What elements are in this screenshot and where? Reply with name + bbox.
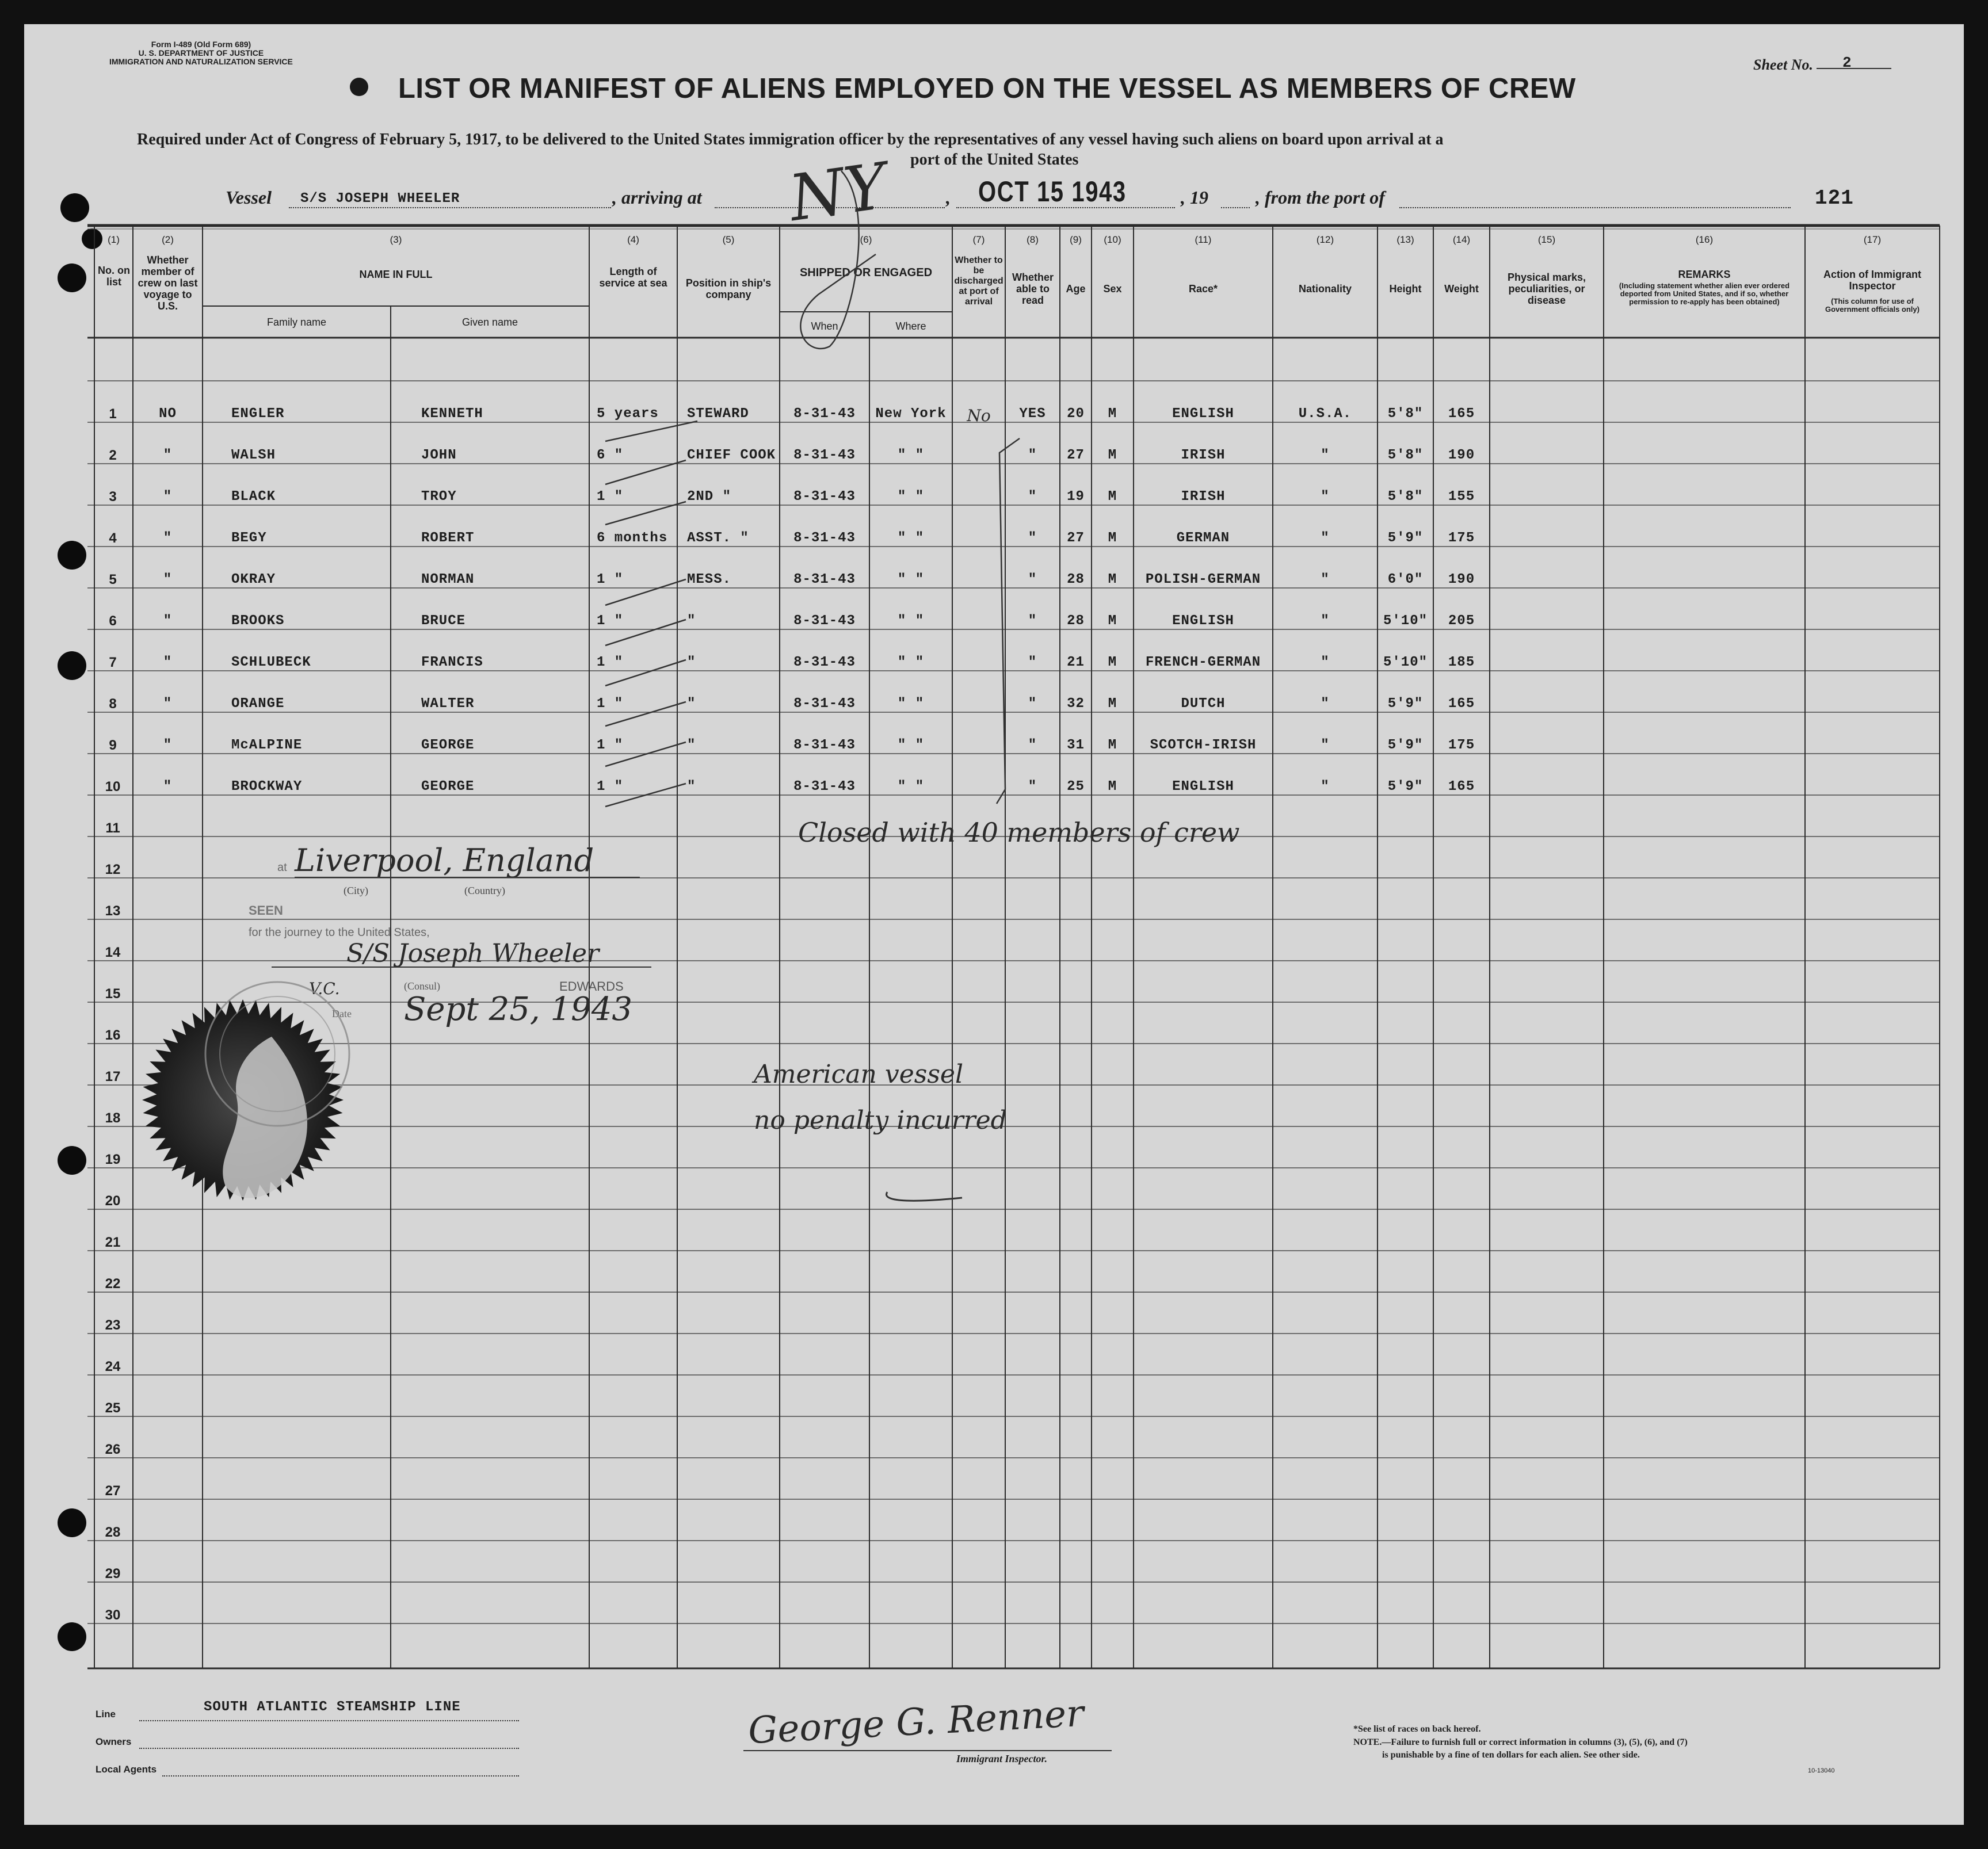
- cell-when: 8-31-43: [793, 530, 856, 546]
- cell-height: 5'9": [1387, 696, 1424, 712]
- cell-last-voyage: ": [163, 572, 173, 587]
- cell-length: 1 ": [597, 696, 624, 712]
- row-number: 27: [105, 1483, 121, 1499]
- manifest-number: 121: [1815, 186, 1854, 210]
- cell-discharge: No: [967, 406, 991, 425]
- cell-sex: M: [1108, 448, 1117, 463]
- cell-age: 20: [1067, 406, 1085, 422]
- cell-position: ASST. ": [687, 530, 749, 546]
- cell-height: 5'10": [1383, 655, 1428, 670]
- cell-read: ": [1028, 489, 1037, 505]
- cell-nationality: ": [1321, 738, 1330, 753]
- agents-underline: [162, 1775, 519, 1777]
- cell-last-voyage: ": [163, 655, 173, 670]
- cell-age: 28: [1067, 572, 1085, 587]
- cell-family-name: BROCKWAY: [231, 779, 303, 794]
- col-header-length: Length of service at sea: [599, 266, 667, 289]
- from-port-label: , from the port of: [1256, 187, 1385, 208]
- row-number: 4: [109, 530, 117, 546]
- cell-sex: M: [1108, 696, 1117, 712]
- col-header-nationality: Nationality: [1298, 283, 1352, 295]
- handwritten-note-1: American vessel: [754, 1060, 964, 1089]
- cell-when: 8-31-43: [793, 738, 856, 753]
- cell-length: 1 ": [597, 572, 624, 587]
- cell-length: 1 ": [597, 738, 624, 753]
- vice-consul-mark: V.C.: [309, 979, 340, 998]
- cell-race: GERMAN: [1176, 530, 1230, 546]
- cell-weight: 185: [1448, 655, 1475, 670]
- cell-nationality: ": [1321, 779, 1330, 794]
- col-header-name: NAME IN FULL: [359, 269, 433, 280]
- cell-position: 2ND ": [687, 489, 732, 505]
- cell-where: " ": [897, 738, 925, 753]
- cell-nationality: ": [1321, 696, 1330, 712]
- cell-given-name: TROY: [421, 489, 457, 505]
- row-number: 26: [105, 1442, 121, 1457]
- cell-height: 5'8": [1387, 448, 1424, 463]
- form-number: Form I-489 (Old Form 689): [151, 40, 251, 49]
- sheet-label: Sheet No.: [1753, 56, 1813, 73]
- row-number: 28: [105, 1525, 121, 1540]
- cell-age: 21: [1067, 655, 1085, 670]
- col-num: (17): [1863, 234, 1882, 245]
- cell-where: " ": [897, 448, 925, 463]
- row-number: 16: [105, 1027, 121, 1043]
- cell-weight: 165: [1448, 779, 1475, 794]
- cell-last-voyage: ": [163, 613, 173, 629]
- col-header-given: Given name: [461, 316, 518, 328]
- col-header-age: Age: [1066, 283, 1086, 295]
- row-number: 1: [109, 406, 117, 422]
- print-code: 10-13040: [1808, 1767, 1835, 1774]
- cell-where: " ": [897, 696, 925, 712]
- cell-position: ": [687, 696, 696, 712]
- cell-age: 27: [1067, 448, 1085, 463]
- cell-last-voyage: ": [163, 779, 173, 794]
- cell-race: IRISH: [1181, 448, 1226, 463]
- cell-nationality: U.S.A.: [1298, 406, 1352, 422]
- vessel-name: S/S JOSEPH WHEELER: [300, 191, 460, 207]
- cell-race: ENGLISH: [1172, 406, 1234, 422]
- col-num: (11): [1195, 234, 1212, 245]
- col-header-remarks: REMARKS: [1678, 269, 1731, 280]
- cell-sex: M: [1108, 572, 1117, 587]
- cell-age: 27: [1067, 530, 1085, 546]
- row-number: 5: [109, 572, 117, 587]
- col-num: (8): [1027, 234, 1039, 245]
- line-label: Line: [96, 1709, 116, 1720]
- fine-note-1: NOTE.—Failure to furnish full or correct information in columns (3), (5), (6), and (7): [1353, 1737, 1688, 1747]
- owners-underline: [139, 1748, 519, 1749]
- col-header-read: Whether able to read: [1012, 272, 1054, 306]
- closed-note: Closed with 40 members of crew: [798, 817, 1240, 848]
- inspector-label: Immigrant Inspector.: [956, 1753, 1048, 1764]
- cell-position: ": [687, 655, 696, 670]
- strike-marks: [24, 24, 1964, 1825]
- col-header-discharge: Whether to be discharged at port of arrival: [954, 255, 1003, 307]
- col-header-position: Position in ship's company: [685, 277, 772, 300]
- cell-when: 8-31-43: [793, 655, 856, 670]
- place-line: [295, 877, 640, 878]
- cell-position: MESS.: [687, 572, 732, 587]
- handwritten-note-2: no penalty incurred: [754, 1106, 1007, 1135]
- row-number: 11: [105, 820, 120, 836]
- cell-sex: M: [1108, 655, 1117, 670]
- comma: ,: [946, 187, 951, 208]
- seen-label: SEEN: [249, 903, 283, 918]
- cell-where: " ": [897, 489, 925, 505]
- owners-label: Owners: [96, 1736, 132, 1747]
- col-header-action: Action of Immigrant Inspector: [1823, 269, 1921, 292]
- cell-family-name: OKRAY: [231, 572, 276, 587]
- cell-read: ": [1028, 738, 1037, 753]
- cell-age: 31: [1067, 738, 1085, 753]
- col-header-height: Height: [1389, 283, 1422, 295]
- cell-height: 5'9": [1387, 530, 1424, 546]
- cell-race: FRENCH-GERMAN: [1145, 655, 1261, 670]
- journey-label: for the journey to the United States,: [249, 926, 430, 939]
- row-number: 6: [109, 613, 117, 629]
- cell-race: SCOTCH-IRISH: [1150, 738, 1257, 753]
- col-num: (7): [972, 234, 985, 245]
- col-num: (12): [1316, 234, 1334, 245]
- year-label: , 19: [1181, 187, 1208, 208]
- cell-sex: M: [1108, 530, 1117, 546]
- cell-position: CHIEF COOK: [687, 448, 776, 463]
- cell-age: 19: [1067, 489, 1085, 505]
- race-note: *See list of races on back hereof.: [1353, 1724, 1481, 1734]
- row-number: 2: [109, 448, 117, 463]
- cell-last-voyage: NO: [159, 406, 177, 422]
- cell-nationality: ": [1321, 489, 1330, 505]
- row-number: 9: [109, 738, 117, 753]
- cell-read: ": [1028, 530, 1037, 546]
- cell-height: 5'8": [1387, 489, 1424, 505]
- cell-age: 25: [1067, 779, 1085, 794]
- cell-read: ": [1028, 572, 1037, 587]
- cell-nationality: ": [1321, 448, 1330, 463]
- cell-family-name: WALSH: [231, 448, 276, 463]
- col-num: (6): [860, 234, 872, 245]
- cell-last-voyage: ": [163, 530, 173, 546]
- cell-read: ": [1028, 655, 1037, 670]
- cell-given-name: GEORGE: [421, 779, 475, 794]
- col-header-action-note: (This column for use of Government officials only): [1825, 297, 1920, 314]
- cell-where: " ": [897, 572, 925, 587]
- cell-height: 5'10": [1383, 613, 1428, 629]
- cell-where: " ": [897, 779, 925, 794]
- fine-note-2: is punishable by a fine of ten dollars for each alien. See other side.: [1382, 1750, 1640, 1760]
- cell-length: 1 ": [597, 655, 624, 670]
- consular-seal-icon: [128, 968, 392, 1238]
- cell-read: YES: [1019, 406, 1046, 422]
- note-flourish: [882, 1181, 968, 1204]
- col-num: (14): [1452, 234, 1471, 245]
- cell-length: 6 months: [597, 530, 668, 546]
- cell-weight: 205: [1448, 613, 1475, 629]
- cell-read: ": [1028, 613, 1037, 629]
- col-header-no: No. on list: [98, 265, 130, 288]
- row-number: 17: [105, 1069, 121, 1084]
- cell-sex: M: [1108, 738, 1117, 753]
- row-number: 15: [105, 986, 121, 1002]
- agents-label: Local Agents: [96, 1764, 157, 1775]
- col-num: (5): [722, 234, 735, 245]
- col-header-when: When: [811, 320, 838, 332]
- col-num: (15): [1537, 234, 1556, 245]
- col-num: (10): [1104, 234, 1121, 245]
- cell-when: 8-31-43: [793, 572, 856, 587]
- cell-weight: 190: [1448, 448, 1475, 463]
- cell-weight: 175: [1448, 530, 1475, 546]
- cell-family-name: SCHLUBECK: [231, 655, 311, 670]
- date-label: Date: [332, 1008, 352, 1019]
- cell-position: ": [687, 738, 696, 753]
- col-num: (4): [627, 234, 639, 245]
- department: U. S. DEPARTMENT OF JUSTICE: [138, 48, 264, 58]
- cell-position: ": [687, 613, 696, 629]
- row-number: 22: [105, 1276, 121, 1292]
- sheet-number: 2: [1842, 54, 1852, 71]
- cell-given-name: KENNETH: [421, 406, 483, 422]
- cell-when: 8-31-43: [793, 696, 856, 712]
- cell-last-voyage: ": [163, 489, 173, 505]
- cell-nationality: ": [1321, 613, 1330, 629]
- cell-weight: 190: [1448, 572, 1475, 587]
- cell-age: 28: [1067, 613, 1085, 629]
- col-header-physical: Physical marks, peculiarities, or disease: [1507, 272, 1586, 306]
- cell-last-voyage: ": [163, 448, 173, 463]
- ship-signature: S/S Joseph Wheeler: [346, 939, 600, 968]
- row-number: 8: [109, 696, 117, 712]
- cell-height: 6'0": [1387, 572, 1424, 587]
- cell-sex: M: [1108, 406, 1117, 422]
- cell-given-name: BRUCE: [421, 613, 466, 629]
- cell-where: New York: [875, 406, 947, 422]
- cell-height: 5'9": [1387, 779, 1424, 794]
- row-number: 3: [109, 489, 117, 505]
- vessel-label: Vessel: [226, 187, 272, 208]
- cell-where: " ": [897, 530, 925, 546]
- cell-height: 5'9": [1387, 738, 1424, 753]
- city-label: (City): [344, 885, 368, 896]
- cell-read: ": [1028, 448, 1037, 463]
- col-header-where: Where: [895, 320, 926, 332]
- cell-race: ENGLISH: [1172, 613, 1234, 629]
- cell-race: IRISH: [1181, 489, 1226, 505]
- cell-race: ENGLISH: [1172, 779, 1234, 794]
- inspector-signature: George G. Renner: [747, 1692, 1085, 1753]
- cell-family-name: BEGY: [231, 530, 267, 546]
- cell-sex: M: [1108, 613, 1117, 629]
- row-number: 20: [105, 1193, 121, 1209]
- cell-race: POLISH-GERMAN: [1145, 572, 1261, 587]
- cell-given-name: WALTER: [421, 696, 475, 712]
- col-header-remarks-note: (Including statement whether alien ever ordered deported from United States, and if so, whether permission to re-apply has been obtained): [1619, 281, 1790, 306]
- cell-weight: 175: [1448, 738, 1475, 753]
- consul-date: Sept 25, 1943: [404, 991, 633, 1028]
- row-number: 7: [109, 655, 117, 670]
- arrival-date-stamp: OCT 15 1943: [978, 175, 1127, 208]
- cell-weight: 165: [1448, 696, 1475, 712]
- cell-height: 5'8": [1387, 406, 1424, 422]
- manifest-sheet: [24, 24, 1964, 1825]
- cell-given-name: GEORGE: [421, 738, 475, 753]
- consul-label: (Consul): [404, 980, 440, 992]
- cell-when: 8-31-43: [793, 613, 856, 629]
- cell-length: 1 ": [597, 613, 624, 629]
- col-header-sex: Sex: [1103, 283, 1122, 295]
- inspector-line: [743, 1750, 1112, 1751]
- col-num: (9): [1070, 234, 1082, 245]
- page-title: LIST OR MANIFEST OF ALIENS EMPLOYED ON THE VESSEL AS MEMBERS OF CREW: [398, 73, 1576, 104]
- col-header-last-voyage: Whether member of crew on last voyage to U.S.: [138, 254, 198, 312]
- cell-family-name: McALPINE: [231, 738, 303, 753]
- cell-position: STEWARD: [687, 406, 749, 422]
- row-number: 29: [105, 1566, 121, 1581]
- consul-name: EDWARDS: [559, 979, 624, 994]
- consul-place: Liverpool, England: [295, 842, 594, 878]
- col-header-shipped: SHIPPED OR ENGAGED: [799, 266, 933, 279]
- cell-sex: M: [1108, 779, 1117, 794]
- cell-length: 1 ": [597, 489, 624, 505]
- cell-nationality: ": [1321, 530, 1330, 546]
- cell-given-name: FRANCIS: [421, 655, 483, 670]
- col-header-weight: Weight: [1444, 283, 1479, 295]
- cell-given-name: JOHN: [421, 448, 457, 463]
- row-number: 19: [105, 1152, 121, 1167]
- cell-race: DUTCH: [1181, 696, 1226, 712]
- cell-length: 6 ": [597, 448, 624, 463]
- subtitle-line-1: Required under Act of Congress of February 5, 1917, to be delivered to the United States immigration officer by the representatives of any vessel having such aliens on board upon arrival at a: [137, 131, 1444, 148]
- cell-where: " ": [897, 613, 925, 629]
- row-number: 21: [105, 1235, 121, 1250]
- row-number: 23: [105, 1317, 121, 1333]
- cell-read: ": [1028, 696, 1037, 712]
- cell-given-name: ROBERT: [421, 530, 475, 546]
- cell-sex: M: [1108, 489, 1117, 505]
- row-number: 10: [105, 779, 121, 794]
- cell-last-voyage: ": [163, 738, 173, 753]
- col-header-race: Race*: [1188, 283, 1218, 295]
- row-number: 24: [105, 1359, 121, 1374]
- col-num: (13): [1396, 234, 1414, 245]
- country-label: (Country): [464, 885, 505, 896]
- cell-position: ": [687, 779, 696, 794]
- row-number: 18: [105, 1110, 121, 1126]
- row-number: 13: [105, 903, 121, 919]
- cell-where: " ": [897, 655, 925, 670]
- cell-when: 8-31-43: [793, 448, 856, 463]
- cell-nationality: ": [1321, 655, 1330, 670]
- cell-read: ": [1028, 779, 1037, 794]
- cell-weight: 155: [1448, 489, 1475, 505]
- cell-family-name: BLACK: [231, 489, 276, 505]
- cell-length: 1 ": [597, 779, 624, 794]
- subtitle-line-2: port of the United States: [910, 151, 1079, 169]
- cell-weight: 165: [1448, 406, 1475, 422]
- service: IMMIGRATION AND NATURALIZATION SERVICE: [109, 57, 293, 66]
- line-underline: [139, 1720, 519, 1721]
- cell-length: 5 years: [597, 406, 659, 422]
- cell-when: 8-31-43: [793, 489, 856, 505]
- cell-last-voyage: ": [163, 696, 173, 712]
- cell-family-name: ENGLER: [231, 406, 285, 422]
- col-num: (3): [390, 234, 402, 245]
- arriving-label: , arriving at: [612, 187, 702, 208]
- row-number: 30: [105, 1607, 121, 1623]
- row-number: 14: [105, 945, 121, 960]
- arrival-place-handwritten: NY: [784, 148, 891, 236]
- col-num: (1): [108, 234, 120, 245]
- cell-family-name: ORANGE: [231, 696, 285, 712]
- col-header-family: Family name: [266, 316, 327, 328]
- col-num: (16): [1695, 234, 1714, 245]
- cell-nationality: ": [1321, 572, 1330, 587]
- at-label: at: [277, 861, 287, 874]
- cell-family-name: BROOKS: [231, 613, 285, 629]
- cell-given-name: NORMAN: [421, 572, 475, 587]
- cell-age: 32: [1067, 696, 1085, 712]
- row-number: 12: [105, 862, 121, 877]
- col-num: (2): [162, 234, 174, 245]
- line-value: SOUTH ATLANTIC STEAMSHIP LINE: [204, 1699, 461, 1715]
- cell-when: 8-31-43: [793, 406, 856, 422]
- row-number: 25: [105, 1400, 121, 1416]
- cell-when: 8-31-43: [793, 779, 856, 794]
